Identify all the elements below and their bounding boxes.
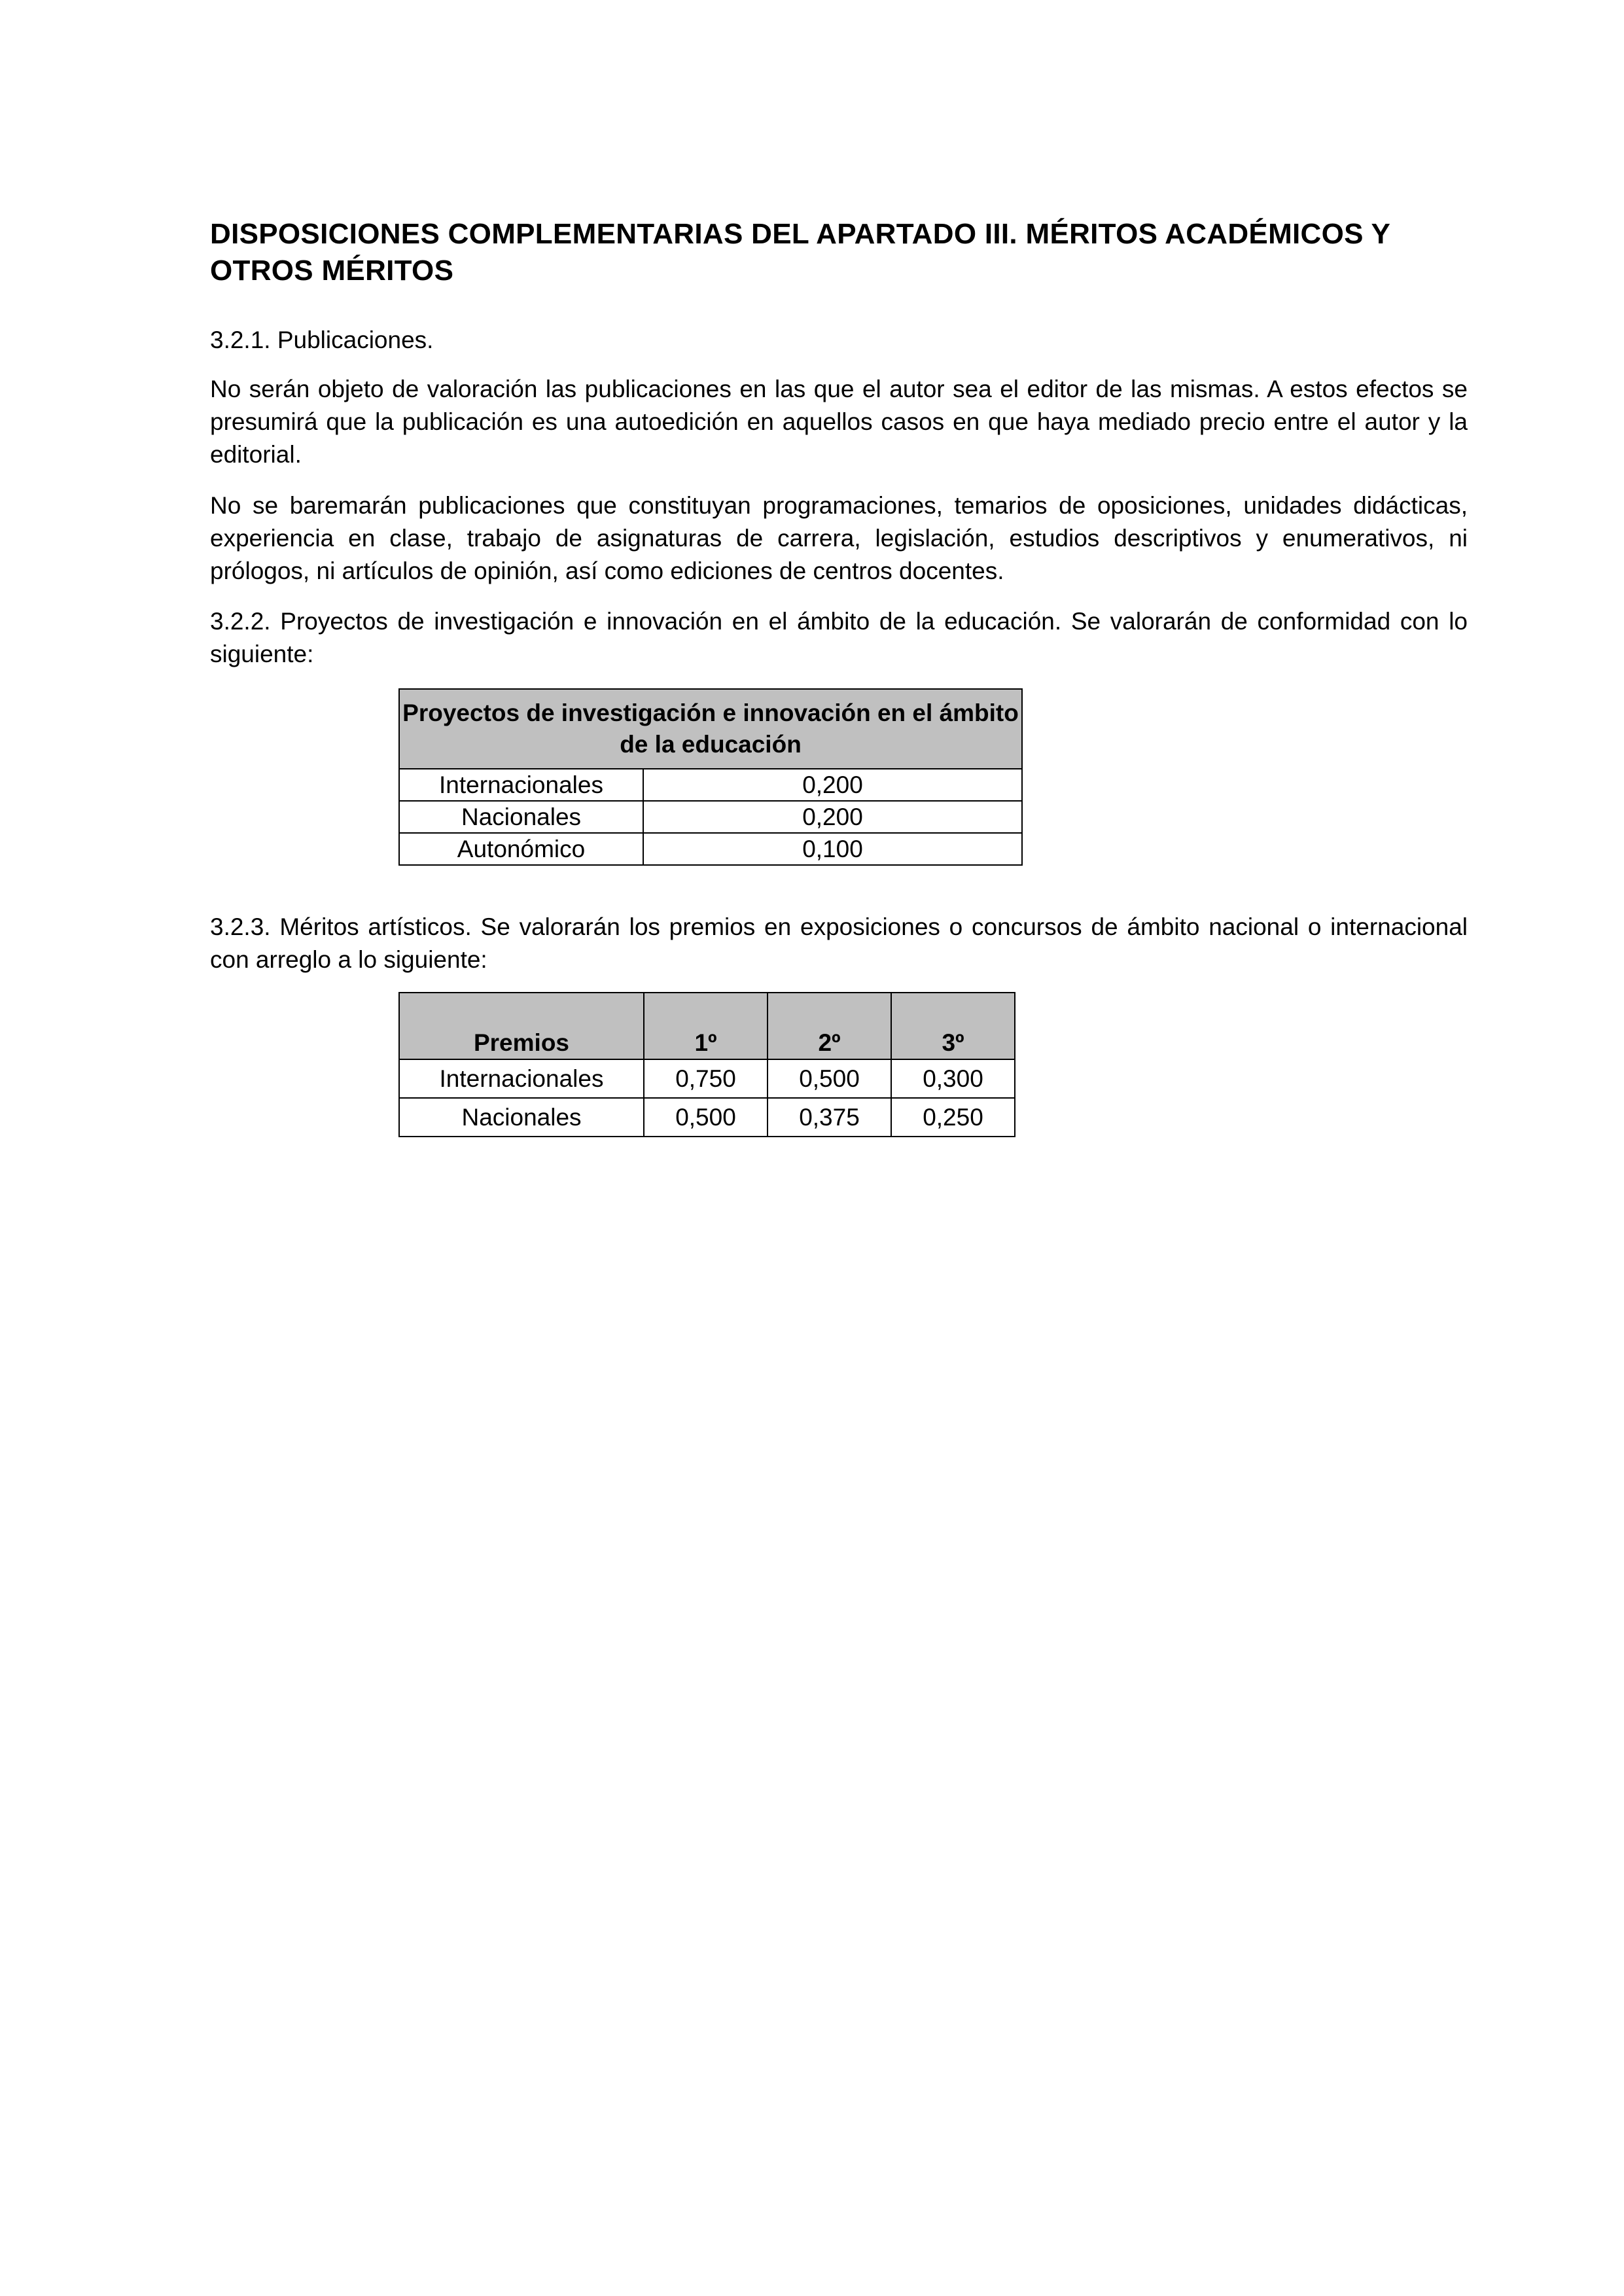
row-label: Internacionales — [399, 769, 643, 801]
table-row — [399, 833, 1022, 865]
section-323-text: 3.2.3. Méritos artísticos. Se valorarán los premios en exposiciones o concursos de ámbito nacional o internacional con arreglo a lo siguiente: — [210, 913, 1468, 973]
row-value: 0,200 — [643, 801, 1022, 833]
document-title: DISPOSICIONES COMPLEMENTARIAS DEL APARTADO III. MÉRITOS ACADÉMICOS Y OTROS MÉRITOS — [210, 218, 1390, 287]
section-322-text: 3.2.2. Proyectos de investigación e innovación en el ámbito de la educación. Se valorarán de conformidad con lo siguiente: — [210, 608, 1468, 667]
column-header: Premios — [399, 993, 644, 1059]
row-value: 0,300 — [891, 1059, 1015, 1098]
table-row — [399, 1059, 1015, 1098]
row-label: Internacionales — [399, 1059, 644, 1098]
row-value: 0,250 — [891, 1098, 1015, 1137]
table-row — [399, 769, 1022, 801]
column-header: 1º — [644, 993, 768, 1059]
table-header-row — [399, 993, 1015, 1059]
row-value: 0,200 — [643, 769, 1022, 801]
row-label: Autonómico — [399, 833, 643, 865]
column-header: 3º — [891, 993, 1015, 1059]
column-header: 2º — [768, 993, 891, 1059]
row-value: 0,750 — [644, 1059, 768, 1098]
section-321-paragraph-1: No serán objeto de valoración las publicaciones en las que el autor sea el editor de las mismas. A estos efectos se presumirá que la publicación es una autoedición en aquellos casos en que haya mediado precio entre el autor y la editorial. — [210, 376, 1468, 468]
row-value: 0,375 — [768, 1098, 891, 1137]
row-label: Nacionales — [399, 1098, 644, 1137]
research-projects-table — [398, 688, 1023, 866]
artistic-awards-table — [398, 992, 1015, 1137]
row-value: 0,500 — [768, 1059, 891, 1098]
research-projects-table-header: Proyectos de investigación e innovación en el ámbito de la educación — [399, 689, 1022, 769]
row-value: 0,100 — [643, 833, 1022, 865]
section-321-heading: 3.2.1. Publicaciones. — [210, 327, 434, 353]
table-row — [399, 1098, 1015, 1137]
table-row — [399, 801, 1022, 833]
row-label: Nacionales — [399, 801, 643, 833]
row-value: 0,500 — [644, 1098, 768, 1137]
section-321-paragraph-2: No se baremarán publicaciones que constituyan programaciones, temarios de oposiciones, unidades didácticas, experiencia en clase, trabajo de asignaturas de carrera, legislación, estudios descriptivos y enumerativos, ni prólogos, ni artículos de opinión, así como ediciones de centros docentes. — [210, 492, 1468, 584]
